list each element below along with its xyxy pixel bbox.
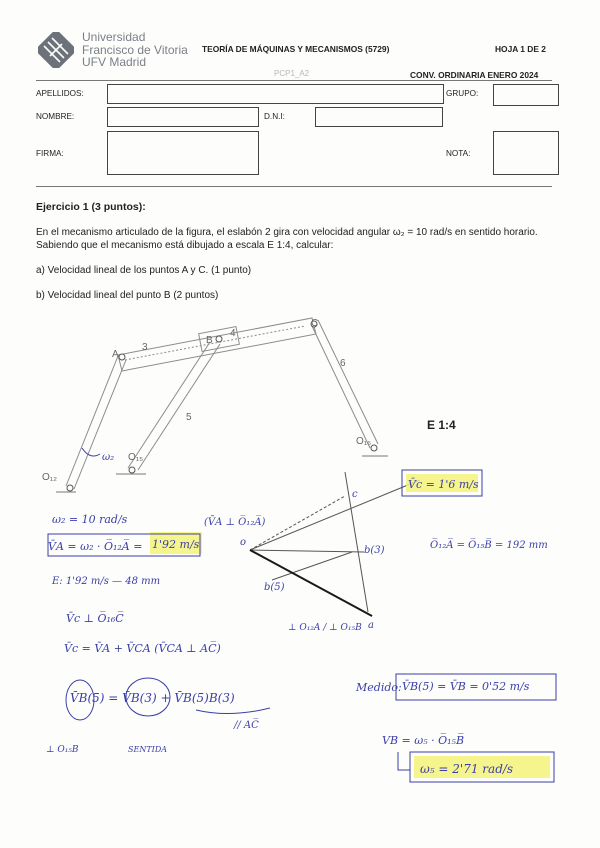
w5-result: ω₅ = 2'71 rad/s	[420, 762, 514, 776]
label-w2: ω₂	[102, 452, 115, 463]
va-scale: E: 1'92 m/s — 48 mm	[52, 576, 161, 587]
link-3-shape	[118, 318, 319, 371]
joint-o15	[129, 467, 135, 473]
va-perp: (V̄A ⊥ O̅₁₂A̅)	[204, 517, 266, 528]
joint-a	[119, 354, 125, 360]
joint-o16	[371, 445, 377, 451]
label-link-3: 3	[142, 342, 148, 353]
medido-label: Medido:	[356, 681, 402, 694]
convocatoria: CONV. ORDINARIA ENERO 2024	[410, 70, 539, 80]
nombre-label: NOMBRE:	[36, 112, 75, 121]
poly-b3: b(3)	[364, 545, 385, 556]
exercise-title: Ejercicio 1 (3 puntos):	[36, 201, 146, 213]
vc-eq: V̄c = V̄A + V̄CA (V̄CA ⊥ AC̅)	[64, 642, 221, 655]
va-result: 1'92 m/s	[152, 538, 200, 551]
question-a: a) Velocidad lineal de los puntos A y C. (1 punto)	[36, 265, 252, 276]
polygon-ob3-line	[250, 550, 364, 552]
link-6-shape	[312, 320, 378, 448]
apellidos-label: APELLIDOS:	[36, 89, 84, 98]
w2-value: ω₂ = 10 rad/s	[52, 513, 128, 526]
oa-ob: O̅₁₂A̅ = O̅₁₅B̅ = 192 mm	[430, 540, 548, 551]
vb-par-ac: // AC̅	[234, 720, 259, 731]
label-b: B	[206, 335, 213, 346]
vb-same: SENTIDA	[128, 745, 168, 754]
poly-c: c	[352, 489, 358, 500]
label-o16: O₁₆	[356, 436, 372, 447]
dni-label: D.N.I:	[264, 112, 285, 121]
label-link-5: 5	[186, 412, 192, 423]
poly-o: o	[240, 537, 247, 548]
label-o15: O₁₅	[128, 452, 144, 463]
vc-result: V̄c = 1'6 m/s	[408, 478, 479, 491]
link-2-shape	[66, 356, 126, 489]
vb-w5-eq: VB = ω₅ · O̅₁₅B̅	[382, 734, 465, 747]
joint-o12	[67, 485, 73, 491]
poly-b5: b(5)	[264, 582, 285, 593]
course-title: TEORÍA DE MÁQUINAS Y MECANISMOS (5729)	[202, 44, 390, 54]
poly-a: a	[368, 620, 374, 631]
question-b: b) Velocidad lineal del punto B (2 puntos)	[36, 290, 219, 301]
label-link-4: 4	[230, 328, 236, 339]
vb-perp-o15b: ⊥ O₁₅B	[46, 745, 79, 755]
vc-perp: V̄c ⊥ O̅₁₆C̅	[66, 612, 124, 625]
exam-code: PCP1_A2	[274, 69, 310, 78]
label-a: A	[112, 349, 119, 360]
grupo-label: GRUPO:	[446, 89, 479, 98]
vb-eq: V̄B(5) = V̄B(3) + V̄B(5)B(3)	[70, 691, 235, 705]
label-o12: O₁₂	[42, 472, 58, 483]
nota-label: NOTA:	[446, 149, 471, 158]
joint-b	[216, 336, 222, 342]
va-calc: V̄A = ω₂ · O̅₁₂A̅ =	[48, 540, 143, 553]
label-c: C	[311, 318, 319, 329]
firma-label: FIRMA:	[36, 149, 64, 158]
scale-label: E 1:4	[427, 418, 456, 432]
sheet-number: HOJA 1 DE 2	[495, 44, 546, 54]
university-name: Universidad Francisco de Vitoria UFV Madrid	[82, 30, 188, 69]
exercise-statement: En el mecanismo articulado de la figura, el eslabón 2 gira con velocidad angular ω₂ = 10 rad/s en sentido horario. Sabiendo que el mecanismo está dibujado a escala E 1:4, calcular:	[36, 227, 538, 251]
vb-measured: V̄B(5) = V̄B = 0'52 m/s	[402, 680, 530, 693]
omega2-arrow-icon	[82, 448, 100, 456]
label-link-6: 6	[340, 358, 346, 369]
perp-note: ⊥ O₁₂A / ⊥ O₁₅B	[288, 623, 362, 633]
